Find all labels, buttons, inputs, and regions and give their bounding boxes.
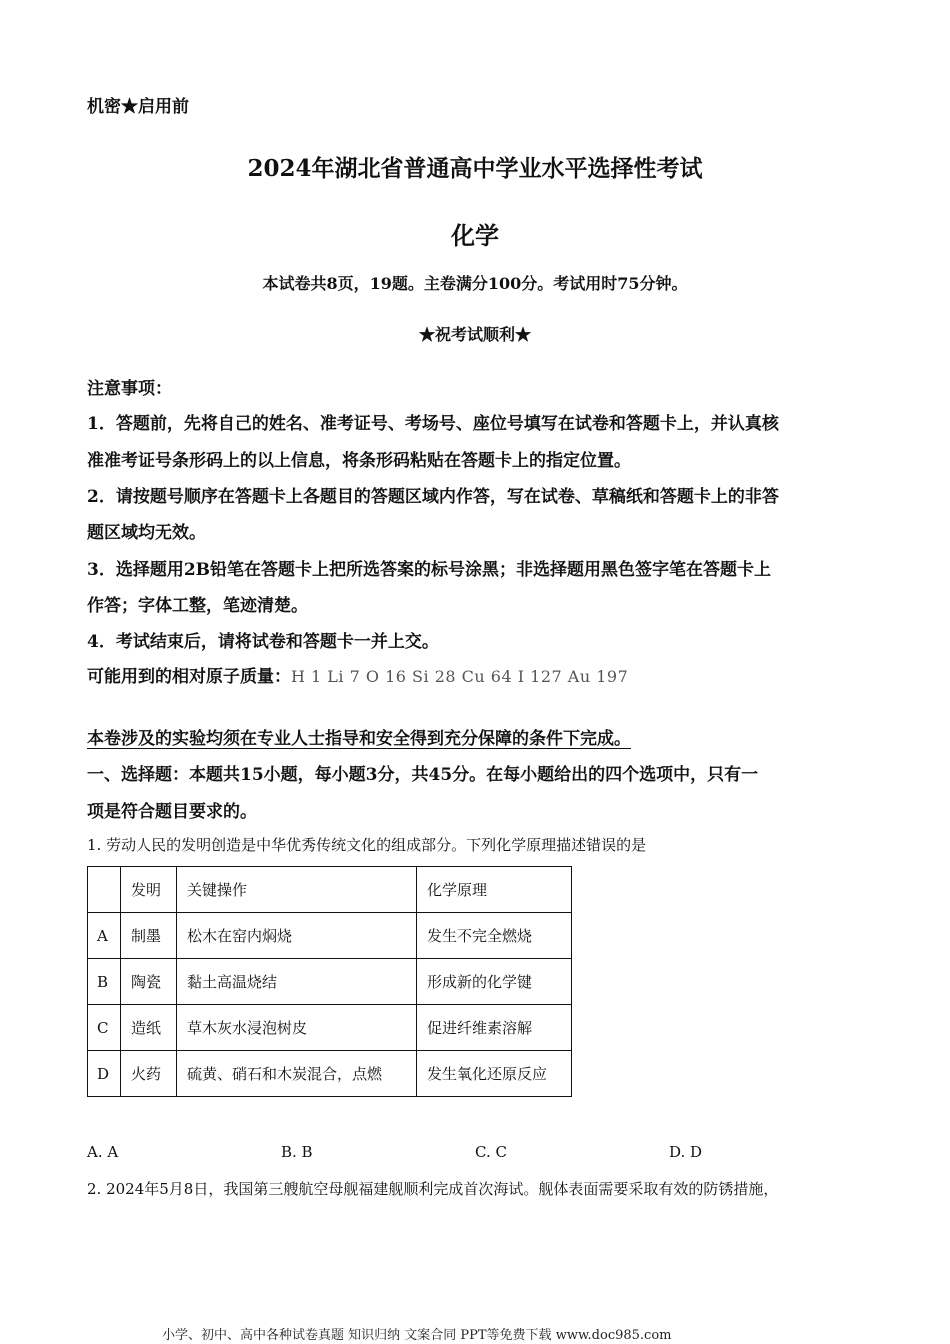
question-1-stem: 1. 劳动人民的发明创造是中华优秀传统文化的组成部分。下列化学原理描述错误的是 [87,836,647,854]
answer-option-c: C. C [475,1143,507,1161]
table-row [88,913,572,959]
atomic-mass-label: 可能用到的相对原子质量： [87,667,291,687]
answer-option-b: B. B [281,1143,313,1161]
table-header-row [88,867,572,913]
table-cell: 陶瓷 [121,959,177,1005]
section-heading-cont: 项是符合题目要求的。 [87,802,257,822]
notice-line: 3．选择题用2B铅笔在答题卡上把所选答案的标号涂黑；非选择题用黑色签字笔在答题卡上 [87,560,772,580]
exam-info: 本试卷共8页，19题。主卷满分100分。考试用时75分钟。 [262,274,688,293]
table-header-cell: 发明 [121,867,177,913]
table-cell: 硫黄、硝石和木炭混合，点燃 [177,1051,417,1097]
notice-line: 准准考证号条形码上的以上信息，将条形码粘贴在答题卡上的指定位置。 [87,451,631,471]
table-row [88,1051,572,1097]
table-cell: 黏土高温烧结 [177,959,417,1005]
table-cell: D [88,1051,121,1097]
table-header-cell: 化学原理 [417,867,572,913]
table-cell: 造纸 [121,1005,177,1051]
answer-option-d: D. D [669,1143,703,1161]
confidential-mark: 机密★启用前 [87,97,189,117]
page-footer: 小学、初中、高中各种试卷真题 知识归纳 文案合同 PPT等免费下载 www.doc985.com [162,1328,672,1343]
notice-line: 2．请按题号顺序在答题卡上各题目的答题区域内作答，写在试卷、草稿纸和答题卡上的非答 [87,487,779,507]
table-header-cell: 关键操作 [177,867,417,913]
table-cell: 制墨 [121,913,177,959]
atomic-mass-line [87,662,628,687]
table-cell: B [88,959,121,1005]
safety-note: 本卷涉及的实验均须在专业人士指导和安全得到充分保障的条件下完成。 [87,729,631,749]
notice-line: 1．答题前，先将自己的姓名、准考证号、考场号、座位号填写在试卷和答题卡上，并认真核 [87,414,779,434]
table-cell: 火药 [121,1051,177,1097]
table-cell: A [88,913,121,959]
table-cell: C [88,1005,121,1051]
table-cell: 发生氧化还原反应 [417,1051,572,1097]
question-1-table [87,866,572,1097]
exam-title: 2024年湖北省普通高中学业水平选择性考试 [247,155,703,182]
table-cell: 促进纤维素溶解 [417,1005,572,1051]
table-cell: 草木灰水浸泡树皮 [177,1005,417,1051]
notice-line: 题区域均无效。 [87,523,206,543]
table-row [88,959,572,1005]
notice-heading: 注意事项： [87,379,172,399]
answer-option-a: A. A [87,1143,119,1161]
table-row [88,1005,572,1051]
table-cell: 发生不完全燃烧 [417,913,572,959]
atomic-mass-values: H 1 Li 7 O 16 Si 28 Cu 64 I 127 Au 197 [291,667,629,686]
section-heading: 一、选择题：本题共15小题，每小题3分，共45分。在每小题给出的四个选项中，只有一 [87,765,759,785]
subject-title: 化学 [451,221,499,250]
question-2-stem: 2. 2024年5月8日，我国第三艘航空母舰福建舰顺利完成首次海试。舰体表面需要采取有效的防锈措施， [87,1180,779,1198]
table-header-cell [88,867,121,913]
table-cell: 形成新的化学键 [417,959,572,1005]
good-luck-line: ★祝考试顺利★ [418,325,531,344]
notice-line: 作答；字体工整，笔迹清楚。 [87,596,308,616]
table-cell: 松木在窑内焖烧 [177,913,417,959]
notice-line: 4．考试结束后，请将试卷和答题卡一并上交。 [87,632,439,652]
